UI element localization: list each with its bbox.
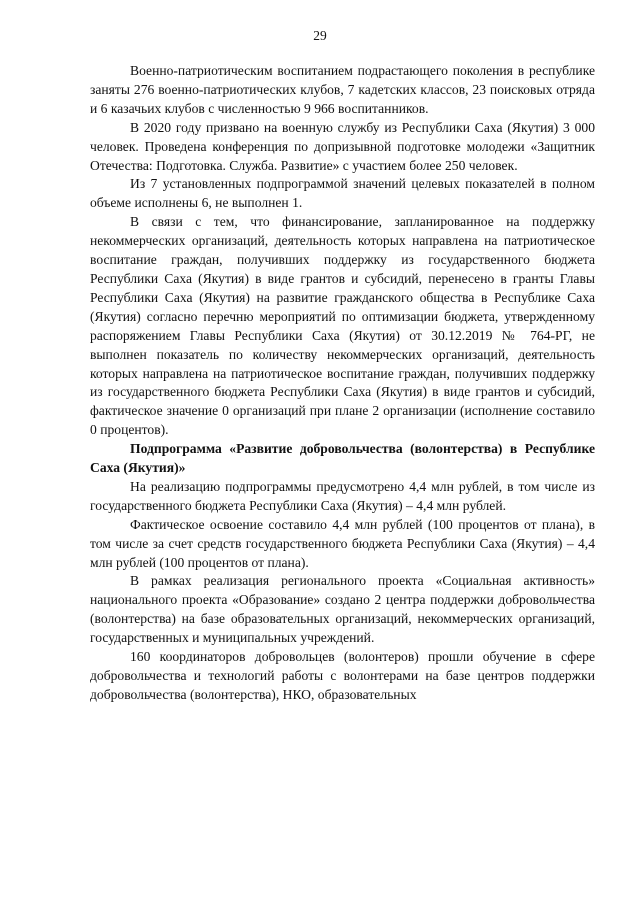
- paragraph: В рамках реализация регионального проекта «Социальная активность» национального проекта «Образование» создано 2 центра поддержки добровольчества (волонтерства) на базе образовательных организаций, некоммерческих организаций, государственных и муниципальных учреждений.: [90, 573, 595, 646]
- paragraph: В связи с тем, что финансирование, запланированное на поддержку некоммерческих организаций, деятельность которых направлена на патриотическое воспитание граждан, получивших поддержку из государственного бюджета Республики Саха (Якутия) в виде грантов и субсидий, перенесено в гранты Главы Республики Саха (Якутия) на развитие гражданского общества в Республике Саха (Якутия) согласно перечню мероприятий по оптимизации бюджета, утвержденному распоряжением Главы Республики Саха (Якутия) от 30.12.2019 № 764-РГ, не выполнен показатель по количеству некоммерческих организаций, деятельность которых направлена на патриотическое воспитание граждан, получивших поддержку из государственного бюджета Республики Саха (Якутия) в виде грантов и субсидий, фактическое значение 0 организаций при плане 2 организации (исполнение составило 0 процентов).: [90, 214, 595, 438]
- paragraph: На реализацию подпрограммы предусмотрено 4,4 млн рублей, в том числе из государственного бюджета Республики Саха (Якутия) – 4,4 млн рублей.: [90, 478, 595, 513]
- body-text: [90, 62, 595, 705]
- paragraph: 160 координаторов добровольцев (волонтеров) прошли обучение в сфере добровольчества и технологий работы с волонтерами на базе центров поддержки добровольчества (волонтерства), НКО, образовательных: [90, 649, 595, 702]
- paragraph: В 2020 году призвано на военную службу из Республики Саха (Якутия) 3 000 человек. Проведена конференция по допризывной подготовке молодежи «Защитник Отечества: Подготовка. Служба. Развитие» с участием более 250 человек.: [90, 119, 595, 173]
- subprogram-heading: Подпрограмма «Развитие добровольчества (волонтерства) в Республике Саха (Якутия)»: [90, 441, 595, 476]
- paragraph: Фактическое освоение составило 4,4 млн рублей (100 процентов от плана), в том числе за счет средств государственного бюджета Республики Саха (Якутия) – 4,4 млн рублей (100 процентов от плана).: [90, 516, 595, 570]
- paragraph: Из 7 установленных подпрограммой значений целевых показателей в полном объеме исполнены 6, не выполнен 1.: [90, 176, 595, 211]
- page-number: 29: [313, 28, 327, 43]
- paragraph: Военно-патриотическим воспитанием подрастающего поколения в республике заняты 276 военно-патриотических клубов, 7 кадетских классов, 23 поисковых отряда и 6 казачьих клубов с численностью 9 966 воспитанников.: [90, 63, 595, 116]
